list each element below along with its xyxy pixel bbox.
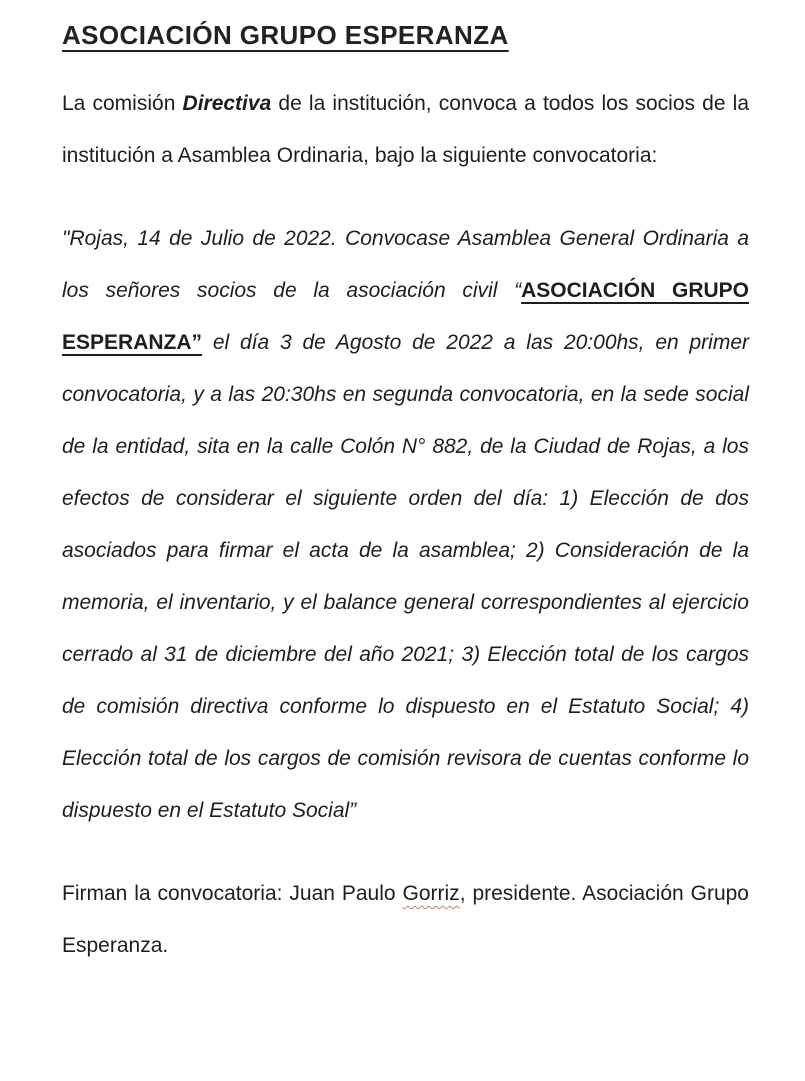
signature-text-before: Firman la convocatoria: Juan Paulo	[62, 882, 403, 905]
notice-paragraph	[62, 213, 749, 837]
notice-text-after: el día 3 de Agosto de 2022 a las 20:00hs, en primer convocatoria, y a las 20:30hs en segunda convocatoria, en la sede social de la entidad, sita en la calle Colón N° 882, de la Ciudad de Rojas, a los efectos de considerar el siguiente orden del día: 1) Elección de dos asociados para firmar el acta de la asamblea; 2) Consideración de la memoria, el inventario, y el balance general correspondientes al ejercicio cerrado al 31 de diciembre del año 2021; 3) Elección total de los cargos de comisión directiva conforme lo dispuesto en el Estatuto Social; 4) Elección total de los cargos de comisión revisora de cuentas conforme lo dispuesto en el Estatuto Social”	[62, 331, 749, 822]
intro-text-after: de la institución, convoca a todos los socios de la institución a Asamblea Ordinaria, bajo la siguiente convocatoria:	[62, 92, 750, 167]
signature-text-after: , presidente. Asociación Grupo Esperanza.	[62, 882, 749, 957]
notice-text-before: "Rojas, 14 de Julio de 2022. Convocase Asamblea General Ordinaria a los señores socios de la asociación civil “	[62, 227, 749, 302]
misspelled-name: Gorriz	[402, 882, 460, 905]
signature-paragraph	[62, 868, 749, 972]
intro-text-before: La comisión	[62, 92, 183, 115]
intro-bold-word: Directiva	[182, 92, 272, 115]
document-title: ASOCIACIÓN GRUPO ESPERANZA	[62, 20, 509, 50]
intro-paragraph	[62, 78, 749, 182]
organization-name-emphasis: ASOCIACIÓN GRUPO ESPERANZA”	[62, 279, 749, 354]
